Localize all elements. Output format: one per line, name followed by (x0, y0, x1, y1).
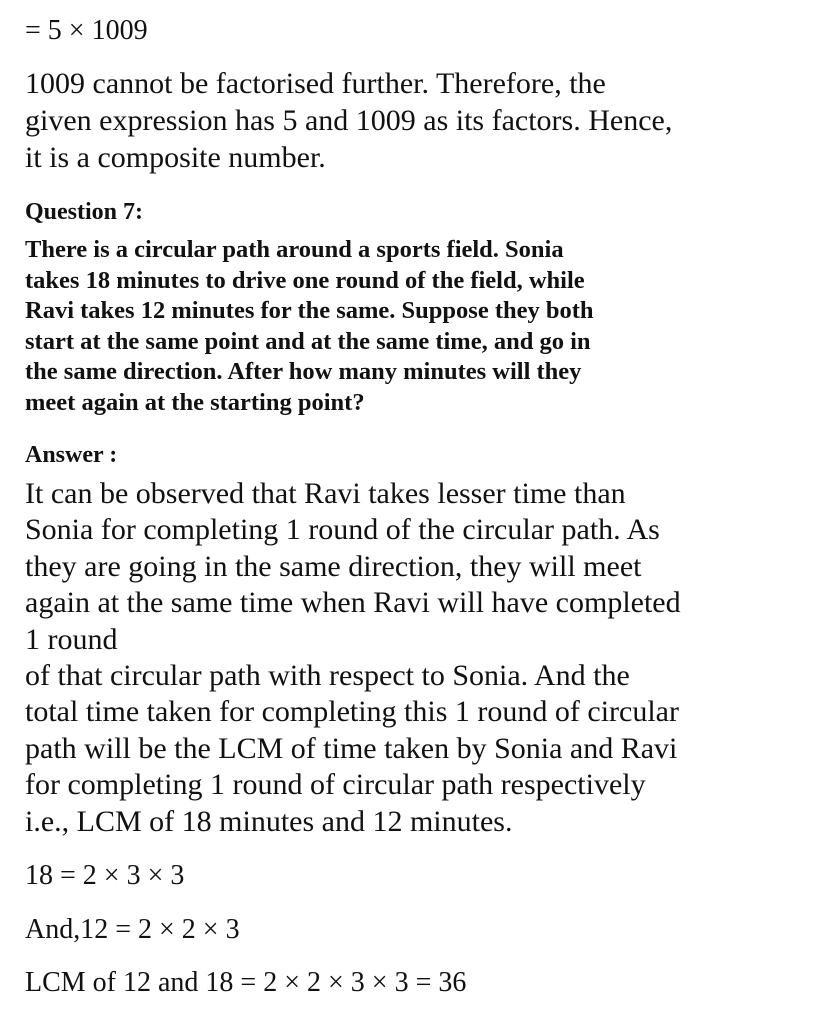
equation-lcm: LCM of 12 and 18 = 2 × 2 × 3 × 3 = 36 (25, 967, 467, 998)
answer-line: path will be the LCM of time taken by Sonia and Ravi (25, 731, 678, 765)
answer-line: Sonia for completing 1 round of the circular path. As (25, 513, 660, 547)
question-line: the same direction. After how many minutes will they (25, 358, 582, 385)
answer-line: i.e., LCM of 18 minutes and 12 minutes. (25, 804, 513, 838)
equation-18: 18 = 2 × 3 × 3 (25, 860, 185, 891)
answer-line: 1 round (25, 622, 118, 656)
equation-12: And,12 = 2 × 2 × 3 (25, 914, 240, 945)
question-text (25, 235, 805, 418)
question-line: start at the same point and at the same time, and go in (25, 327, 591, 355)
answer-line: for completing 1 round of circular path respectively (25, 768, 646, 802)
answer-line: It can be observed that Ravi takes lesser time than (25, 477, 626, 510)
answer-line: of that circular path with respect to Sonia. And the (25, 659, 630, 693)
intro-line: it is a composite number. (25, 141, 326, 174)
answer-line: they are going in the same direction, they will meet (25, 549, 642, 583)
intro-paragraph (25, 65, 805, 176)
intro-line: 1009 cannot be factorised further. Therefore, the (25, 67, 606, 100)
question-line: takes 18 minutes to drive one round of the field, while (25, 266, 585, 294)
question-line: There is a circular path around a sports field. Sonia (25, 236, 564, 263)
top-equation: = 5 × 1009 (25, 15, 148, 46)
answer-line: again at the same time when Ravi will have completed (25, 586, 681, 620)
answer-paragraph (25, 476, 810, 840)
answer-heading: Answer : (25, 442, 118, 468)
question-heading: Question 7: (25, 199, 144, 225)
question-line: Ravi takes 12 minutes for the same. Suppose they both (25, 297, 594, 324)
question-line: meet again at the starting point? (25, 388, 365, 416)
answer-line: total time taken for completing this 1 round of circular (25, 695, 679, 729)
intro-line: given expression has 5 and 1009 as its factors. Hence, (25, 104, 673, 137)
